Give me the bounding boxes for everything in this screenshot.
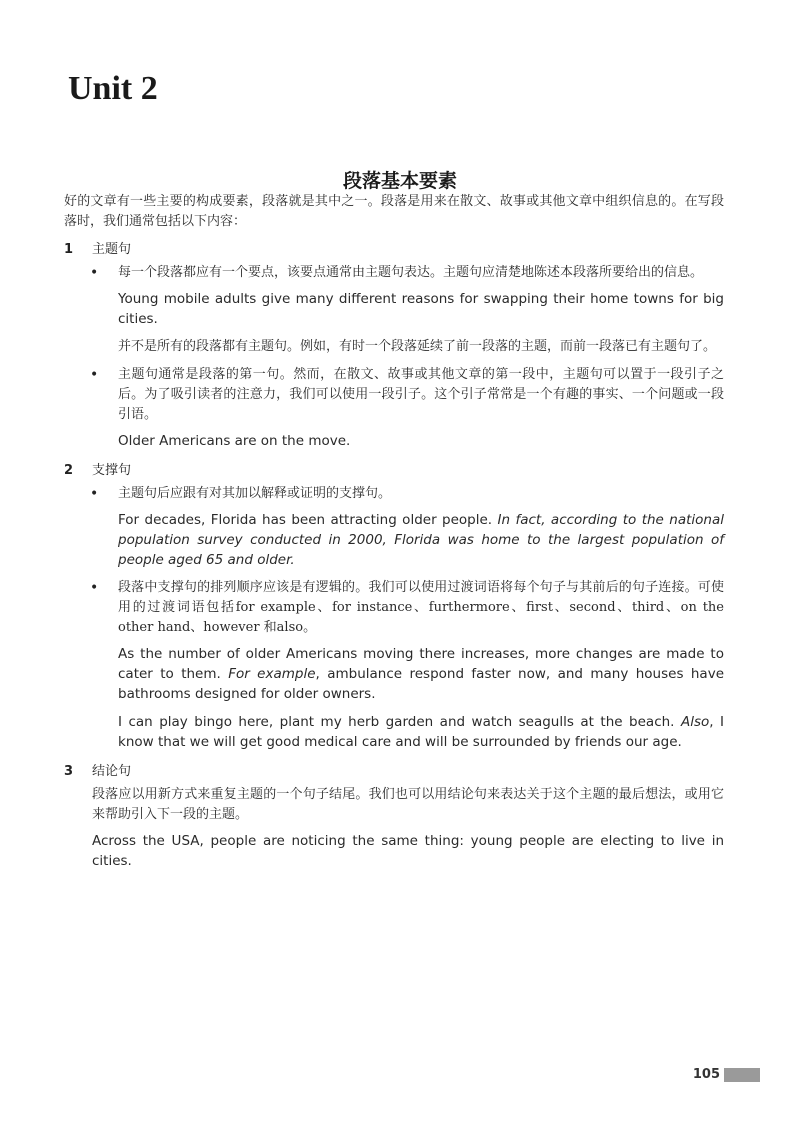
section-number: 3	[64, 764, 74, 779]
unit-title: Unit 2	[68, 70, 158, 107]
example-sentence: Across the USA, people are noticing the same thing: young people are electing to live in cities.	[92, 833, 724, 869]
example-sentence	[118, 510, 724, 570]
intro-paragraph: 好的文章有一些主要的构成要素，段落就是其中之一。段落是用来在散文、故事或其他文章中组织信息的。在写段落时，我们通常包括以下内容：	[64, 194, 724, 229]
section-heading-concluding-sentence	[64, 760, 724, 779]
bullet-item	[90, 484, 724, 504]
example-text: I can play bingo here, plant my herb garden and watch seagulls at the beach.	[118, 714, 681, 730]
page-number	[693, 1067, 760, 1082]
bullet-text: 段落中支撑句的排列顺序应该是有逻辑的。我们可以使用过渡词语将每个句子与其前后的句子连接。可使用的过渡词语包括for example、for instance、furthermore、first、second、third、on the other hand、however 和also。	[118, 580, 724, 635]
example-italic-text: For example	[228, 666, 316, 682]
bullet-text: 主题句后应跟有对其加以解释或证明的支撑句。	[118, 486, 392, 501]
example-text: , I know that we will get good medical care and will be surrounded by friends our age.	[118, 714, 724, 750]
example-sentence: Older Americans are on the move.	[118, 433, 351, 449]
document-body	[64, 192, 724, 877]
section-heading-topic-sentence	[64, 238, 724, 257]
example-italic-text: In fact, according to the national population survey conducted in 2000, Florida was home to the largest population of people aged 65 and older.	[118, 512, 724, 568]
section-title: 段落基本要素	[342, 170, 457, 192]
bullet-item	[90, 263, 724, 283]
bullet-text: 每一个段落都应有一个要点，该要点通常由主题句表达。主题句应清楚地陈述本段落所要给出的信息。	[118, 265, 704, 280]
section-paragraph: 段落应以用新方式来重复主题的一个句子结尾。我们也可以用结论句来表达关于这个主题的最后想法，或用它来帮助引入下一段的主题。	[92, 787, 724, 822]
example-sentence: Young mobile adults give many different reasons for swapping their home towns for big cities.	[118, 291, 724, 327]
bullet-icon: •	[90, 265, 99, 281]
page-marker-bar	[724, 1068, 760, 1082]
bullet-item	[90, 365, 724, 425]
example-text: As the number of older Americans moving there increases, more changes are made to cater to them.	[118, 646, 724, 682]
example-italic-text: Also	[680, 714, 710, 730]
bullet-icon: •	[90, 486, 99, 502]
example-text: , ambulance respond faster now, and many houses have bathrooms designed for older owners.	[118, 666, 725, 702]
example-sentence	[118, 644, 724, 704]
bullet-text: 主题句通常是段落的第一句。然而，在散文、故事或其他文章的第一段中，主题句可以置于一段引子之后。为了吸引读者的注意力，我们可以使用一段引子。这个引子常常是一个有趣的事实、一个问题或一段引语。	[118, 367, 724, 422]
bullet-icon: •	[90, 367, 99, 383]
note-paragraph: 并不是所有的段落都有主题句。例如，有时一个段落延续了前一段落的主题，而前一段落已有主题句了。	[118, 339, 717, 354]
example-text: For decades, Florida has been attracting older people.	[118, 512, 498, 528]
bullet-item	[90, 578, 724, 638]
example-sentence	[118, 712, 724, 752]
section-label: 结论句	[92, 764, 132, 779]
section-number: 1	[64, 242, 74, 257]
section-number: 2	[64, 463, 74, 478]
section-heading-supporting-sentences	[64, 459, 724, 478]
section-label: 主题句	[92, 242, 132, 257]
bullet-icon: •	[90, 580, 99, 596]
page-number-text: 105	[692, 1067, 720, 1082]
section-label: 支撑句	[92, 463, 132, 478]
